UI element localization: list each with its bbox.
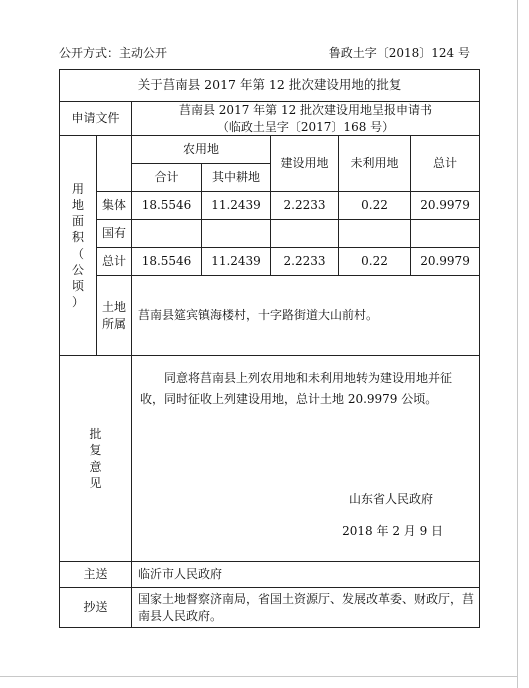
application-document (132, 102, 480, 136)
approval-date: 2018 年 2 月 9 日 (342, 524, 444, 538)
page-edge (517, 0, 518, 688)
cell-total (411, 220, 480, 248)
cell-total: 20.9979 (411, 248, 480, 276)
approval-opinion-content (132, 356, 480, 562)
approval-text: 同意将莒南县上列农用地和未利用地转为建设用地并征收，同时征收上列建设用地，总计土地 20.9979 公顷。 (140, 371, 453, 406)
col-total: 总计 (411, 136, 480, 192)
cell-subtotal: 18.5546 (132, 192, 202, 220)
document-number: 鲁政土字〔2018〕124 号 (328, 46, 470, 60)
land-ownership-label: 土地 所属 (97, 276, 132, 356)
col-subtotal: 合计 (132, 164, 202, 192)
col-agricultural: 农用地 (132, 136, 271, 164)
col-cultivated: 其中耕地 (202, 164, 271, 192)
main-recipient-value: 临沂市人民政府 (132, 562, 480, 588)
row-label-total: 总计 (97, 248, 132, 276)
land-area-label: 用 地 面 积 （ 公 顷 ） (60, 136, 97, 356)
cell-total: 20.9979 (411, 192, 480, 220)
col-construction: 建设用地 (271, 136, 339, 192)
cell-construction: 2.2233 (271, 248, 339, 276)
approval-form-table (59, 69, 480, 628)
cell-unused: 0.22 (339, 248, 411, 276)
cell-subtotal (132, 220, 202, 248)
cell-cultivated (202, 220, 271, 248)
row-label-collective: 集体 (97, 192, 132, 220)
cell-cultivated: 11.2439 (202, 248, 271, 276)
disclosure-mode: 公开方式：主动公开 (59, 46, 168, 60)
header-blank-cell (97, 136, 132, 192)
form-title: 关于莒南县 2017 年第 12 批次建设用地的批复 (60, 70, 480, 102)
row-label-state: 国有 (97, 220, 132, 248)
cell-subtotal: 18.5546 (132, 248, 202, 276)
table-row (60, 248, 480, 276)
cell-unused (339, 220, 411, 248)
approval-opinion-label: 批 复 意 见 (60, 356, 132, 562)
signing-authority: 山东省人民政府 (349, 492, 434, 506)
page-edge (0, 676, 518, 677)
application-label: 申请文件 (60, 102, 132, 136)
land-ownership-value: 莒南县筵宾镇海楼村，十字路街道大山前村。 (132, 276, 480, 356)
application-line-1: 莒南县 2017 年第 12 批次建设用地呈报申请书 (178, 103, 433, 118)
cell-cultivated: 11.2439 (202, 192, 271, 220)
cell-construction: 2.2233 (271, 192, 339, 220)
main-recipient-label: 主送 (60, 562, 132, 588)
cell-unused: 0.22 (339, 192, 411, 220)
col-unused: 未利用地 (339, 136, 411, 192)
table-row (60, 192, 480, 220)
cc-value: 国家土地督察济南局，省国土资源厅、发展改革委、财政厅，莒南县人民政府。 (132, 588, 480, 628)
cc-label: 抄送 (60, 588, 132, 628)
application-line-2: （临政土呈字〔2017〕168 号） (216, 119, 395, 134)
table-row (60, 220, 480, 248)
cell-construction (271, 220, 339, 248)
